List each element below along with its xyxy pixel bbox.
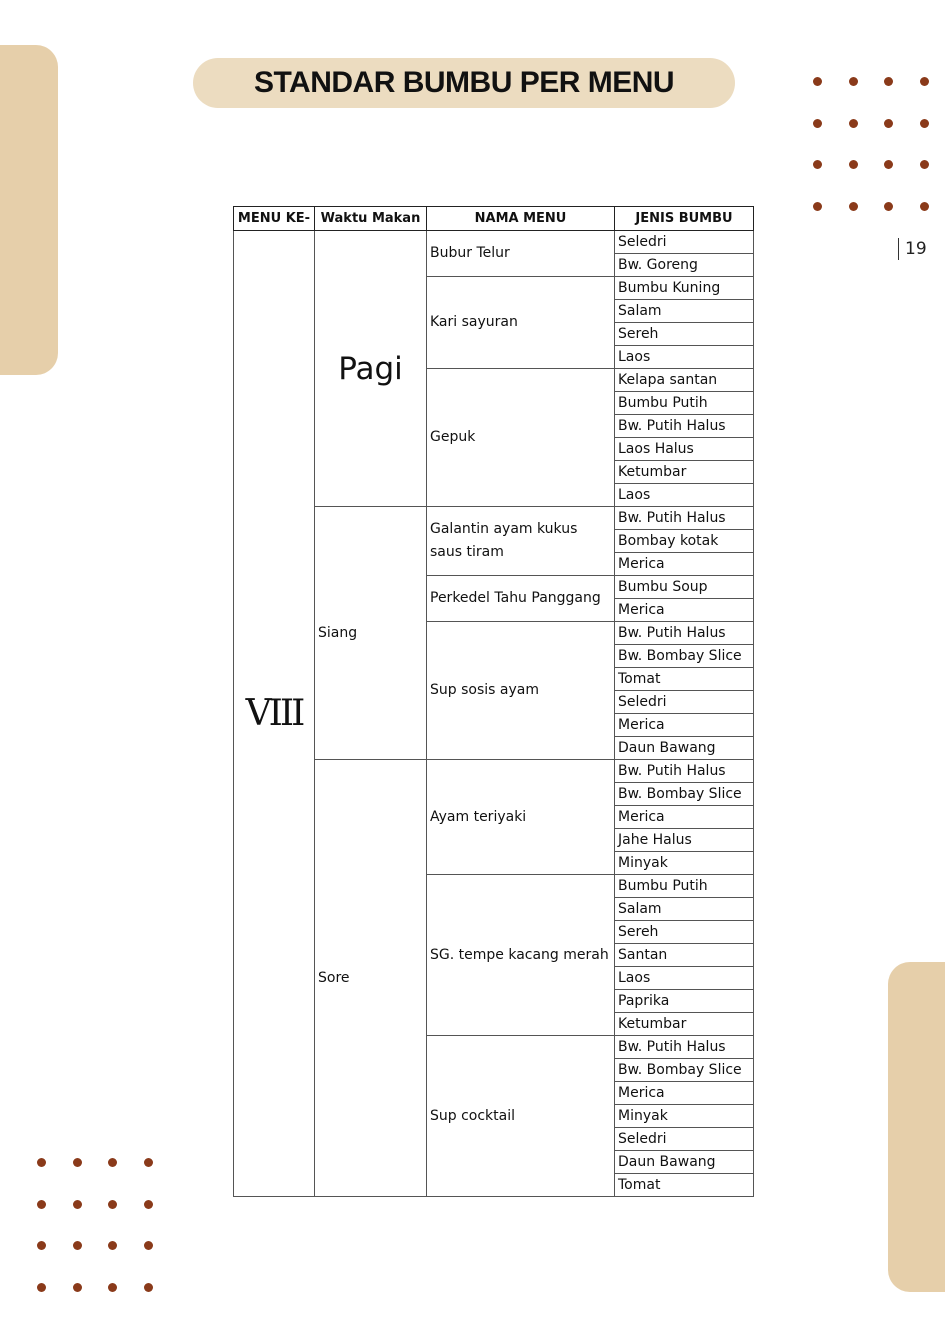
spice-item: Bumbu Putih: [615, 875, 754, 898]
spice-standard-table: [233, 206, 754, 1197]
decorative-dot: [73, 1241, 82, 1250]
spice-item: Bw. Putih Halus: [615, 507, 754, 530]
spice-item: Bw. Putih Halus: [615, 1036, 754, 1059]
spice-item: Santan: [615, 944, 754, 967]
decorative-dot: [813, 119, 822, 128]
spice-item: Minyak: [615, 852, 754, 875]
menu-name: Bubur Telur: [427, 231, 615, 277]
spice-item: Daun Bawang: [615, 1151, 754, 1174]
spice-item: Ketumbar: [615, 1013, 754, 1036]
menu-name: Sup sosis ayam: [427, 622, 615, 760]
decorative-dot: [813, 202, 822, 211]
menu-name: Ayam teriyaki: [427, 760, 615, 875]
menu-name: SG. tempe kacang merah: [427, 875, 615, 1036]
spice-item: Laos: [615, 346, 754, 369]
spice-item: Merica: [615, 553, 754, 576]
decorative-dot: [884, 160, 893, 169]
decorative-dot: [144, 1241, 153, 1250]
decorative-dot: [884, 202, 893, 211]
menu-number-cell: [234, 231, 315, 1197]
decorative-dot: [73, 1283, 82, 1292]
spice-item: Bw. Goreng: [615, 254, 754, 277]
decorative-dot: [37, 1200, 46, 1209]
spice-item: Minyak: [615, 1105, 754, 1128]
table-row: [234, 231, 754, 254]
menu-name: Sup cocktail: [427, 1036, 615, 1197]
spice-item: Seledri: [615, 231, 754, 254]
column-header-jenis-bumbu: JENIS BUMBU: [615, 207, 754, 231]
spice-item: Seledri: [615, 1128, 754, 1151]
decorative-dot: [920, 160, 929, 169]
menu-number: VIII: [245, 693, 303, 734]
table-header-row: [234, 207, 754, 231]
decorative-dot: [37, 1241, 46, 1250]
decorative-dot: [813, 160, 822, 169]
decorative-dot: [37, 1158, 46, 1167]
spice-item: Jahe Halus: [615, 829, 754, 852]
decorative-dot: [144, 1200, 153, 1209]
meal-time-pagi: Pagi: [315, 231, 427, 507]
decorative-side-bar-right: [888, 962, 945, 1292]
decorative-dot: [37, 1283, 46, 1292]
page-title: STANDAR BUMBU PER MENU: [253, 66, 675, 99]
column-header-waktu-makan: Waktu Makan: [315, 207, 427, 231]
menu-name: Perkedel Tahu Panggang: [427, 576, 615, 622]
decorative-dot: [849, 77, 858, 86]
decorative-dot: [849, 160, 858, 169]
page-number: 19: [898, 238, 927, 260]
spice-item: Bw. Bombay Slice: [615, 645, 754, 668]
spice-item: Bw. Bombay Slice: [615, 1059, 754, 1082]
decorative-dot: [144, 1158, 153, 1167]
decorative-dot: [813, 77, 822, 86]
spice-item: Sereh: [615, 323, 754, 346]
decorative-dot: [884, 77, 893, 86]
menu-name: Gepuk: [427, 369, 615, 507]
decorative-dot: [144, 1283, 153, 1292]
spice-item: Ketumbar: [615, 461, 754, 484]
column-header-menu-ke: MENU KE-: [234, 207, 315, 231]
decorative-dot: [884, 119, 893, 128]
spice-item: Bw. Bombay Slice: [615, 783, 754, 806]
spice-item: Salam: [615, 300, 754, 323]
decorative-dot: [108, 1200, 117, 1209]
spice-item: Bumbu Putih: [615, 392, 754, 415]
spice-item: Paprika: [615, 990, 754, 1013]
spice-item: Sereh: [615, 921, 754, 944]
spice-item: Bumbu Soup: [615, 576, 754, 599]
spice-item: Daun Bawang: [615, 737, 754, 760]
decorative-dot: [73, 1200, 82, 1209]
column-header-nama-menu: NAMA MENU: [427, 207, 615, 231]
spice-item: Kelapa santan: [615, 369, 754, 392]
meal-time-sore: Sore: [315, 760, 427, 1197]
spice-item: Laos Halus: [615, 438, 754, 461]
spice-item: Bw. Putih Halus: [615, 415, 754, 438]
menu-name: Galantin ayam kukus saus tiram: [427, 507, 615, 576]
spice-item: Salam: [615, 898, 754, 921]
decorative-dot: [108, 1283, 117, 1292]
decorative-dot: [108, 1241, 117, 1250]
title-banner: [193, 58, 735, 108]
decorative-dot: [920, 119, 929, 128]
decorative-dot: [920, 77, 929, 86]
menu-name: Kari sayuran: [427, 277, 615, 369]
spice-item: Merica: [615, 714, 754, 737]
spice-item: Tomat: [615, 1174, 754, 1197]
spice-item: Laos: [615, 967, 754, 990]
spice-item: Bw. Putih Halus: [615, 622, 754, 645]
spice-item: Merica: [615, 806, 754, 829]
decorative-dot: [73, 1158, 82, 1167]
spice-item: Bombay kotak: [615, 530, 754, 553]
decorative-dot: [849, 202, 858, 211]
decorative-side-bar-left: [0, 45, 58, 375]
spice-item: Seledri: [615, 691, 754, 714]
spice-item: Bumbu Kuning: [615, 277, 754, 300]
spice-item: Merica: [615, 599, 754, 622]
decorative-dot: [920, 202, 929, 211]
meal-time-siang: Siang: [315, 507, 427, 760]
spice-item: Laos: [615, 484, 754, 507]
spice-item: Bw. Putih Halus: [615, 760, 754, 783]
decorative-dot: [108, 1158, 117, 1167]
spice-item: Merica: [615, 1082, 754, 1105]
spice-item: Tomat: [615, 668, 754, 691]
decorative-dot: [849, 119, 858, 128]
